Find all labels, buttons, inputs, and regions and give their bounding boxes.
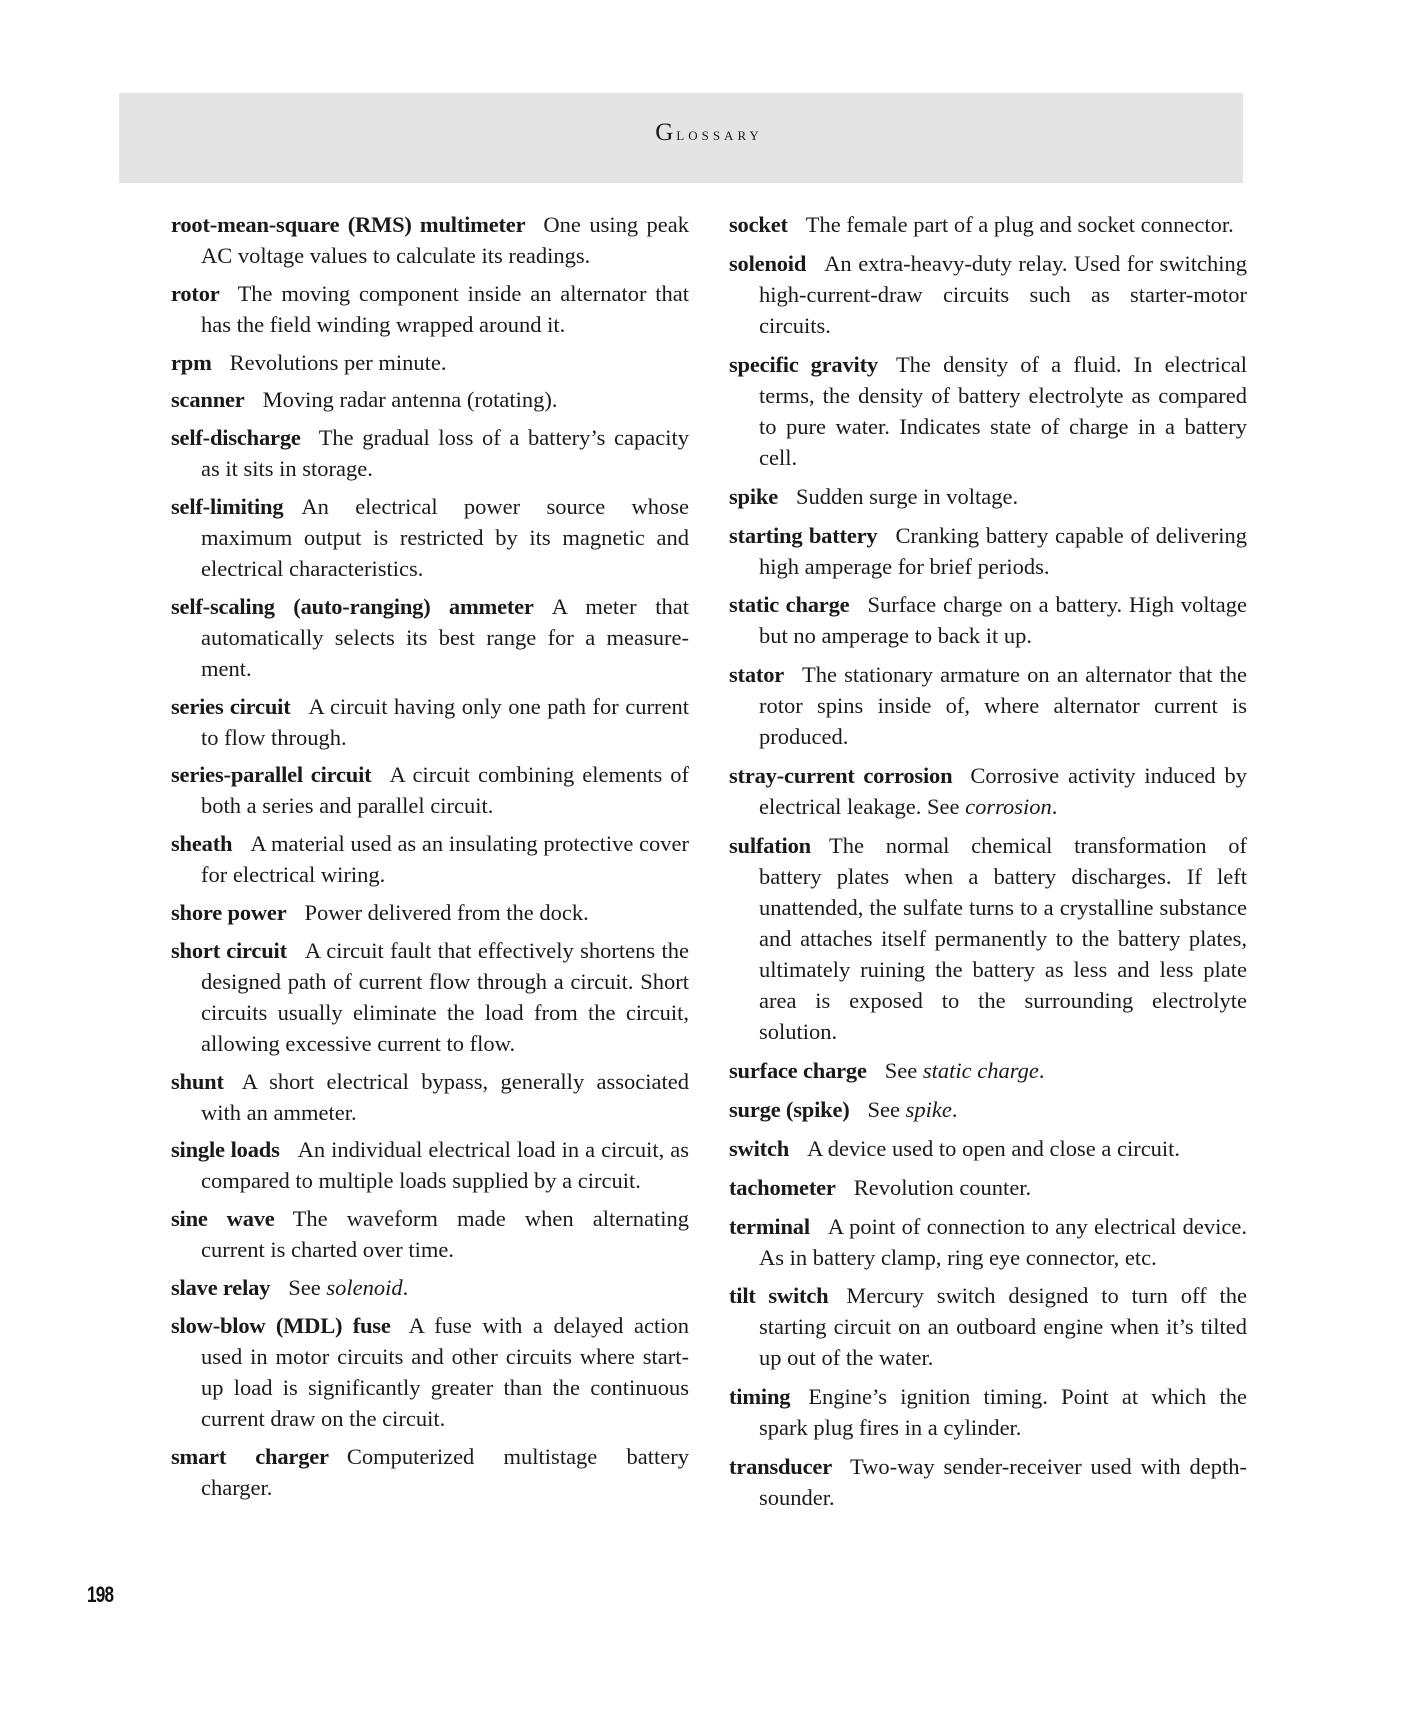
glossary-entry — [729, 1211, 1247, 1273]
glossary-entry — [729, 659, 1247, 752]
glossary-definition: A circuit fault that effectively shortens the designed path of current flow through a circuit. Short circuits usually eliminate the load from the circuit, allowing excessive current to flow. — [201, 937, 689, 1056]
glossary-term: slave relay — [171, 1274, 271, 1300]
glossary-term: stator — [729, 662, 785, 688]
glossary-entry — [729, 1381, 1247, 1443]
glossary-definition: The female part of a plug and socket connector. — [805, 212, 1234, 237]
glossary-term: surface charge — [729, 1058, 867, 1084]
cross-reference-punctuation: . — [1038, 1058, 1045, 1084]
glossary-term: short circuit — [171, 937, 287, 963]
glossary-definition: One using peak AC voltage values to calculate its readings. — [201, 212, 690, 268]
glossary-term: self-scaling (auto-ranging) ammeter — [171, 593, 534, 619]
glossary-term: shunt — [171, 1068, 224, 1094]
glossary-definition: The moving component inside an alternator that has the field winding wrapped around it. — [201, 280, 689, 337]
glossary-column-left — [171, 209, 689, 1509]
glossary-term: series circuit — [171, 693, 291, 719]
glossary-definition: See — [884, 1058, 923, 1084]
glossary-term: single loads — [171, 1137, 280, 1163]
glossary-definition: A fuse with a delayed action used in motor circuits and other circuits where start-up load is significantly greater than the continuous current draw on the circuit. — [201, 1312, 689, 1431]
glossary-entry — [729, 1172, 1247, 1203]
glossary-definition: Sudden surge in voltage. — [796, 483, 1019, 509]
cross-reference: corrosion — [965, 794, 1052, 820]
cross-reference-punctuation: . — [1051, 794, 1058, 820]
glossary-definition: An extra-heavy-duty relay. Used for switching high-current-draw circuits such as starter-motor circuits. — [759, 250, 1247, 338]
cross-reference: solenoid — [326, 1274, 403, 1300]
glossary-term: tilt switch — [729, 1283, 829, 1309]
glossary-definition: Computerized multistage battery charger. — [201, 1443, 690, 1500]
glossary-entry — [171, 384, 689, 415]
glossary-term: scanner — [171, 387, 245, 413]
glossary-definition: Surface charge on a battery. High voltage but no amperage to back it up. — [759, 592, 1247, 649]
glossary-term: self-limiting — [171, 493, 284, 519]
glossary-definition: Power delivered from the dock. — [304, 899, 589, 925]
glossary-entry — [729, 349, 1247, 473]
glossary-definition: Moving radar antenna (rotating). — [262, 387, 558, 413]
glossary-definition: An electrical power source whose maximum output is restricted by its magnetic and electrical characteristics. — [201, 493, 689, 581]
glossary-entry — [171, 209, 689, 271]
glossary-entry — [729, 1094, 1247, 1125]
glossary-entry — [171, 1310, 689, 1434]
glossary-term: series-parallel circuit — [171, 762, 372, 788]
cross-reference: spike — [905, 1096, 952, 1122]
glossary-definition: A circuit combining elements of both a series and parallel circuit. — [201, 762, 689, 819]
glossary-definition: The normal chemical transformation of battery plates when a battery discharges. If left unattended, the sulfate turns to a crystalline substance and attaches itself permanently to the battery plates, ultimately ruining the battery as less and less plate area is exposed to the surrounding electrolyte solution. — [759, 833, 1247, 1045]
glossary-definition: See — [867, 1096, 906, 1122]
glossary-entry — [729, 248, 1247, 341]
cross-reference-punctuation: . — [951, 1096, 958, 1122]
glossary-term: socket — [729, 212, 788, 237]
glossary-entry — [729, 520, 1247, 582]
cross-reference-punctuation: . — [402, 1274, 409, 1300]
page-number: 198 — [87, 1582, 114, 1607]
glossary-definition: A short electrical bypass, generally associated with an ammeter. — [201, 1068, 689, 1125]
cross-reference: static charge — [922, 1058, 1039, 1084]
glossary-entry — [171, 591, 689, 684]
glossary-term: sulfation — [729, 833, 811, 859]
title-initial: G — [655, 119, 677, 146]
glossary-term: transducer — [729, 1454, 832, 1480]
glossary-entry — [729, 830, 1247, 1047]
glossary-definition: A circuit having only one path for current to flow through. — [201, 693, 689, 750]
glossary-entry — [729, 481, 1247, 512]
glossary-term: stray-current corrosion — [729, 763, 953, 789]
glossary-term: self-discharge — [171, 425, 301, 451]
glossary-entry — [171, 1134, 689, 1196]
glossary-definition: The stationary armature on an alternator that the rotor spins inside of, where alternator current is produced. — [759, 662, 1247, 750]
glossary-entry — [729, 1451, 1247, 1513]
glossary-term: root-mean-square (RMS) multimeter — [171, 212, 526, 237]
glossary-definition: Engine’s ignition timing. Point at which the spark plug fires in a cylinder. — [759, 1384, 1247, 1441]
glossary-entry — [171, 1441, 689, 1503]
running-header-title — [171, 120, 1247, 147]
glossary-term: tachometer — [729, 1174, 836, 1200]
glossary-term: sheath — [171, 831, 233, 857]
glossary-term: surge (spike) — [729, 1096, 850, 1122]
glossary-term: rpm — [171, 349, 212, 375]
glossary-entry — [171, 935, 689, 1059]
glossary-definition: A material used as an insulating protective cover for electrical wiring. — [201, 831, 689, 888]
glossary-entry — [171, 691, 689, 753]
glossary-entry — [171, 828, 689, 890]
glossary-entry — [171, 1272, 689, 1303]
glossary-definition: A point of connection to any electrical device. As in battery clamp, ring eye connector, etc. — [759, 1213, 1247, 1270]
glossary-definition: The waveform made when alternating current is charted over time. — [201, 1206, 689, 1263]
glossary-definition: A meter that automatically selects its best range for a measurement. — [201, 593, 689, 681]
glossary-definition: See — [288, 1274, 327, 1300]
glossary-entry — [171, 278, 689, 340]
glossary-definition: The density of a fluid. In electrical terms, the density of battery electrolyte as compared to pure water. Indicates state of charge in a battery cell. — [759, 351, 1247, 470]
glossary-term: solenoid — [729, 250, 807, 276]
glossary-term: static charge — [729, 592, 850, 618]
title-rest: lossary — [676, 124, 763, 144]
glossary-entry — [171, 759, 689, 821]
glossary-definition: A device used to open and close a circuit. — [807, 1135, 1181, 1161]
glossary-term: shore power — [171, 899, 287, 925]
glossary-entry — [729, 760, 1247, 822]
glossary-definition: Mercury switch designed to turn off the starting circuit on an outboard engine when it’s tilted up out of the water. — [759, 1283, 1247, 1371]
glossary-definition: The gradual loss of a battery’s capacity as it sits in storage. — [201, 425, 689, 482]
glossary-definition: Revolutions per minute. — [229, 349, 447, 375]
glossary-term: switch — [729, 1135, 790, 1161]
glossary-entry — [171, 347, 689, 378]
glossary-entry — [729, 1133, 1247, 1164]
glossary-column-right — [729, 209, 1247, 1521]
glossary-definition: An individual electrical load in a circuit, as compared to multiple loads supplied by a circuit. — [201, 1137, 689, 1194]
glossary-definition: Corrosive activity induced by electrical leakage. See — [759, 763, 1247, 820]
glossary-entry — [729, 589, 1247, 651]
glossary-term: slow-blow (MDL) fuse — [171, 1312, 391, 1338]
glossary-entry — [171, 422, 689, 484]
glossary-entry — [729, 1280, 1247, 1373]
glossary-definition: Cranking battery capable of delivering high amperage for brief periods. — [759, 522, 1247, 579]
glossary-term: starting battery — [729, 522, 878, 548]
glossary-entry — [171, 1203, 689, 1265]
glossary-term: rotor — [171, 280, 220, 306]
glossary-definition: Two-way sender-receiver used with depth-sounder. — [759, 1454, 1247, 1511]
glossary-term: smart charger — [171, 1443, 329, 1469]
glossary-term: terminal — [729, 1213, 810, 1239]
glossary-term: spike — [729, 483, 779, 509]
glossary-term: specific gravity — [729, 351, 878, 377]
glossary-entry — [171, 491, 689, 584]
glossary-entry — [171, 897, 689, 928]
glossary-entry — [729, 1055, 1247, 1086]
glossary-term: sine wave — [171, 1206, 275, 1232]
glossary-entry — [729, 209, 1247, 240]
glossary-entry — [171, 1066, 689, 1128]
glossary-definition: Revolution counter. — [853, 1174, 1032, 1200]
glossary-term: timing — [729, 1384, 791, 1410]
